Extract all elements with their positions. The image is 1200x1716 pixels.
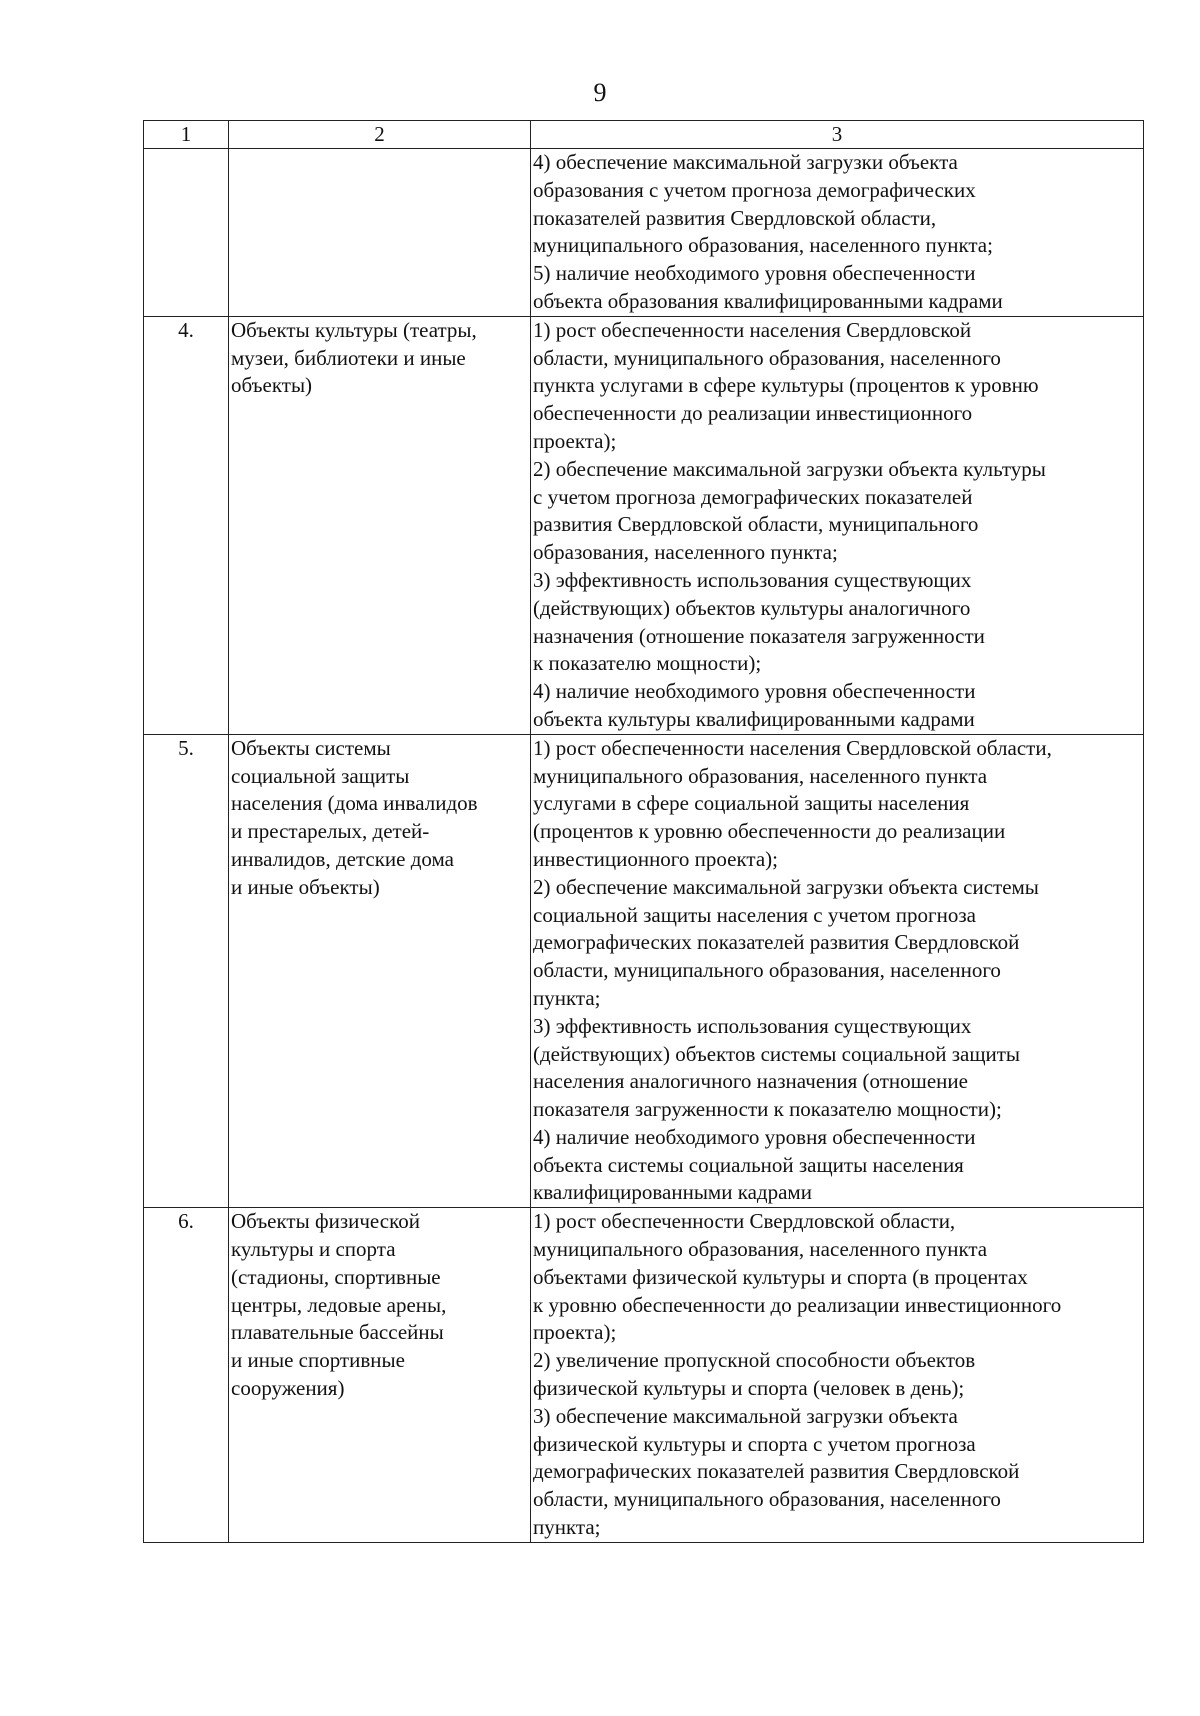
object-type-line: и иные спортивные	[231, 1348, 405, 1373]
header-col-number: 1	[144, 121, 229, 149]
object-type-line: культуры и спорта	[231, 1237, 396, 1262]
criteria-line: объекта системы социальной защиты населения	[533, 1152, 964, 1177]
criteria-line: демографических показателей развития Свердловской	[533, 1459, 1020, 1484]
page-number: 9	[593, 78, 607, 107]
criteria-line: услугами в сфере социальной защиты населения	[533, 791, 970, 816]
criteria-line: области, муниципального образования, населенного	[533, 345, 1001, 370]
table-row	[144, 734, 1144, 1208]
table-body	[144, 149, 1144, 1543]
header-col-object: 2	[229, 121, 531, 149]
criteria-line: демографических показателей развития Свердловской	[533, 930, 1020, 955]
header-col-criteria: 3	[531, 121, 1144, 149]
criteria-line: 2) обеспечение максимальной загрузки объекта культуры	[533, 456, 1046, 481]
criteria-line: 2) обеспечение максимальной загрузки объекта системы	[533, 874, 1039, 899]
object-type-line: плавательные бассейны	[231, 1320, 444, 1345]
object-type-line: населения (дома инвалидов	[231, 791, 478, 816]
criteria-line: объекта образования квалифицированными кадрами	[533, 288, 1003, 313]
criteria-line: области, муниципального образования, населенного	[533, 958, 1001, 983]
criteria-cell	[531, 149, 1144, 317]
object-type-line: (стадионы, спортивные	[231, 1264, 441, 1289]
row-number	[144, 149, 229, 317]
criteria-line: показателя загруженности к показателю мощности);	[533, 1097, 1002, 1122]
criteria-line: (процентов к уровню обеспеченности до реализации	[533, 819, 1006, 844]
criteria-line: 2) увеличение пропускной способности объектов	[533, 1348, 976, 1373]
criteria-line: с учетом прогноза демографических показателей	[533, 484, 973, 509]
criteria-line: 3) эффективность использования существующих	[533, 567, 972, 592]
criteria-line: 3) обеспечение максимальной загрузки объекта	[533, 1403, 958, 1428]
object-type-line: сооружения)	[231, 1376, 345, 1401]
criteria-line: пункта;	[533, 1515, 601, 1540]
criteria-line: 1) рост обеспеченности населения Свердловской	[533, 317, 972, 342]
table-row	[144, 316, 1144, 734]
criteria-line: проекта);	[533, 1320, 617, 1345]
object-type-line: инвалидов, детские дома	[231, 846, 454, 871]
row-number: 5.	[144, 734, 229, 1208]
criteria-line: физической культуры и спорта с учетом прогноза	[533, 1431, 976, 1456]
criteria-cell	[531, 1208, 1144, 1543]
criteria-line: 4) наличие необходимого уровня обеспеченности	[533, 679, 976, 704]
criteria-line: физической культуры и спорта (человек в день);	[533, 1376, 965, 1401]
criteria-line: населения аналогичного назначения (отношение	[533, 1069, 968, 1094]
criteria-line: объекта культуры квалифицированными кадрами	[533, 706, 975, 731]
object-type-line: и престарелых, детей-	[231, 819, 430, 844]
criteria-line: области, муниципального образования, населенного	[533, 1487, 1001, 1512]
criteria-line: муниципального образования, населенного пункта	[533, 763, 988, 788]
object-type-cell	[229, 734, 531, 1208]
object-type-cell	[229, 149, 531, 317]
criteria-line: проекта);	[533, 428, 617, 453]
object-type-line: Объекты системы	[231, 735, 391, 760]
object-type-cell	[229, 316, 531, 734]
criteria-table	[143, 120, 1144, 1543]
criteria-line: назначения (отношение показателя загруженности	[533, 623, 985, 648]
criteria-line: пункта;	[533, 985, 601, 1010]
table-header-row	[144, 121, 1144, 149]
criteria-line: инвестиционного проекта);	[533, 846, 778, 871]
criteria-line: пункта услугами в сфере культуры (процентов к уровню	[533, 373, 1039, 398]
criteria-line: показателей развития Свердловской области,	[533, 205, 937, 230]
criteria-line: 4) обеспечение максимальной загрузки объекта	[533, 150, 958, 174]
criteria-line: 1) рост обеспеченности Свердловской области,	[533, 1209, 956, 1234]
criteria-line: образования, населенного пункта;	[533, 540, 838, 565]
criteria-line: квалифицированными кадрами	[533, 1180, 812, 1205]
criteria-line: к уровню обеспеченности до реализации инвестиционного	[533, 1292, 1062, 1317]
criteria-line: (действующих) объектов культуры аналогичного	[533, 595, 971, 620]
criteria-line: к показателю мощности);	[533, 651, 762, 676]
object-type-line: музеи, библиотеки и иные	[231, 345, 466, 370]
object-type-line: социальной защиты	[231, 763, 410, 788]
criteria-line: 5) наличие необходимого уровня обеспеченности	[533, 261, 976, 286]
row-number: 4.	[144, 316, 229, 734]
criteria-line: 1) рост обеспеченности населения Свердловской области,	[533, 735, 1052, 760]
criteria-line: (действующих) объектов системы социальной защиты	[533, 1041, 1021, 1066]
criteria-line: объектами физической культуры и спорта (в процентах	[533, 1264, 1028, 1289]
criteria-line: муниципального образования, населенного пункта	[533, 1237, 988, 1262]
criteria-line: муниципального образования, населенного пункта;	[533, 233, 993, 258]
criteria-cell	[531, 316, 1144, 734]
object-type-line: центры, ледовые арены,	[231, 1292, 447, 1317]
criteria-line: социальной защиты населения с учетом прогноза	[533, 902, 976, 927]
table-row	[144, 1208, 1144, 1543]
criteria-line: обеспеченности до реализации инвестиционного	[533, 401, 973, 426]
object-type-line: и иные объекты)	[231, 874, 380, 899]
criteria-line: развития Свердловской области, муниципального	[533, 512, 979, 537]
criteria-cell	[531, 734, 1144, 1208]
row-number: 6.	[144, 1208, 229, 1543]
object-type-line: Объекты физической	[231, 1209, 420, 1234]
object-type-cell	[229, 1208, 531, 1543]
object-type-line: объекты)	[231, 373, 313, 398]
criteria-line: 3) эффективность использования существующих	[533, 1013, 972, 1038]
object-type-line: Объекты культуры (театры,	[231, 317, 477, 342]
criteria-line: 4) наличие необходимого уровня обеспеченности	[533, 1124, 976, 1149]
table-row	[144, 149, 1144, 317]
criteria-line: образования с учетом прогноза демографических	[533, 177, 976, 202]
